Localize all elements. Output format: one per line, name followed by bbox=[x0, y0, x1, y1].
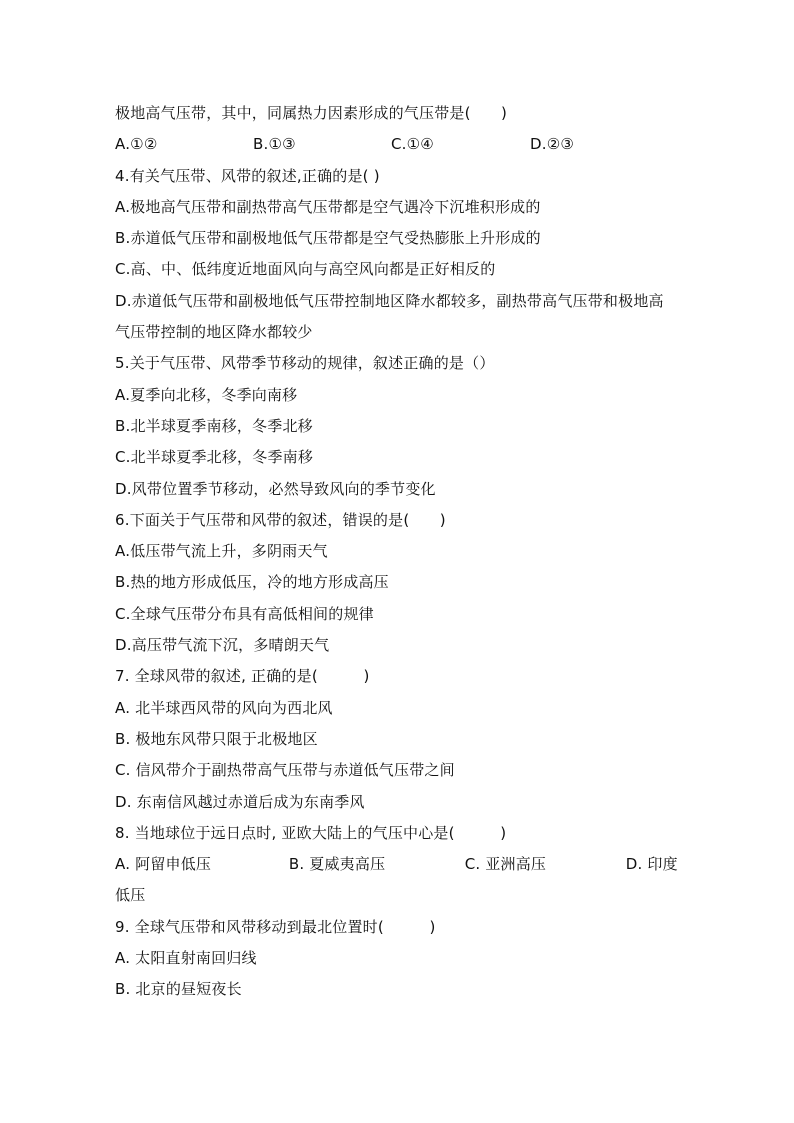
option-b: B. 夏威夷高压 bbox=[288, 855, 386, 874]
question-4-stem: 4.有关气压带、风带的叙述,正确的是( ) bbox=[115, 166, 380, 185]
q9-option-a: A. 太阳直射南回归线 bbox=[115, 949, 257, 968]
question-8-stem: 8. 当地球位于远日点时, 亚欧大陆上的气压中心是( ) bbox=[115, 823, 507, 842]
q5-option-d: D.风带位置季节移动，必然导致风向的季节变化 bbox=[115, 479, 436, 498]
q9-option-b: B. 北京的昼短夜长 bbox=[115, 980, 242, 999]
option-a: A.①② bbox=[115, 135, 158, 154]
option-d: D.②③ bbox=[530, 135, 575, 154]
question-9-stem: 9. 全球气压带和风带移动到最北位置时( ) bbox=[115, 917, 436, 936]
q7-option-c: C. 信风带介于副热带高气压带与赤道低气压带之间 bbox=[115, 761, 455, 780]
question-7-stem: 7. 全球风带的叙述, 正确的是( ) bbox=[115, 667, 370, 686]
option-c: C.①④ bbox=[391, 135, 434, 154]
question-5-stem: 5.关于气压带、风带季节移动的规律，叙述正确的是（） bbox=[115, 354, 495, 373]
q6-option-a: A.低压带气流上升，多阴雨天气 bbox=[115, 542, 328, 561]
q5-option-c: C.北半球夏季北移，冬季南移 bbox=[115, 448, 314, 467]
option-b: B.①③ bbox=[253, 135, 296, 154]
q8-option-d-continued: 低压 bbox=[115, 886, 146, 905]
q4-option-a: A.极地高气压带和副热带高气压带都是空气遇冷下沉堆积形成的 bbox=[115, 197, 541, 216]
text-line: 极地高气压带，其中，同属热力因素形成的气压带是( ) bbox=[115, 104, 508, 122]
option-a: A. 阿留申低压 bbox=[115, 855, 212, 874]
q6-option-d: D.高压带气流下沉，多晴朗天气 bbox=[115, 636, 330, 655]
option-c: C. 亚洲高压 bbox=[464, 855, 547, 874]
q6-option-b: B.热的地方形成低压，冷的地方形成高压 bbox=[115, 573, 389, 592]
q4-option-d-continued: 气压带控制的地区降水都较少 bbox=[115, 323, 313, 342]
option-d: D. 印度 bbox=[625, 855, 678, 874]
q5-option-b: B.北半球夏季南移，冬季北移 bbox=[115, 416, 313, 435]
q6-option-c: C.全球气压带分布具有高低相间的规律 bbox=[115, 604, 374, 623]
question-text-block bbox=[115, 98, 685, 1006]
q7-option-b: B. 极地东风带只限于北极地区 bbox=[115, 729, 318, 748]
q4-option-d: D.赤道低气压带和副极地低气压带控制地区降水都较多，副热带高气压带和极地高 bbox=[115, 291, 664, 310]
q5-option-a: A.夏季向北移，冬季向南移 bbox=[115, 385, 298, 404]
q7-option-d: D. 东南信风越过赤道后成为东南季风 bbox=[115, 792, 365, 811]
q4-option-c: C.高、中、低纬度近地面风向与高空风向都是正好相反的 bbox=[115, 260, 496, 279]
q7-option-a: A. 北半球西风带的风向为西北风 bbox=[115, 698, 333, 717]
q3-options bbox=[115, 129, 685, 160]
q4-option-b: B.赤道低气压带和副极地低气压带都是空气受热膨胀上升形成的 bbox=[115, 229, 541, 248]
question-6-stem: 6.下面关于气压带和风带的叙述，错误的是( ) bbox=[115, 510, 446, 529]
q8-options bbox=[115, 849, 685, 880]
